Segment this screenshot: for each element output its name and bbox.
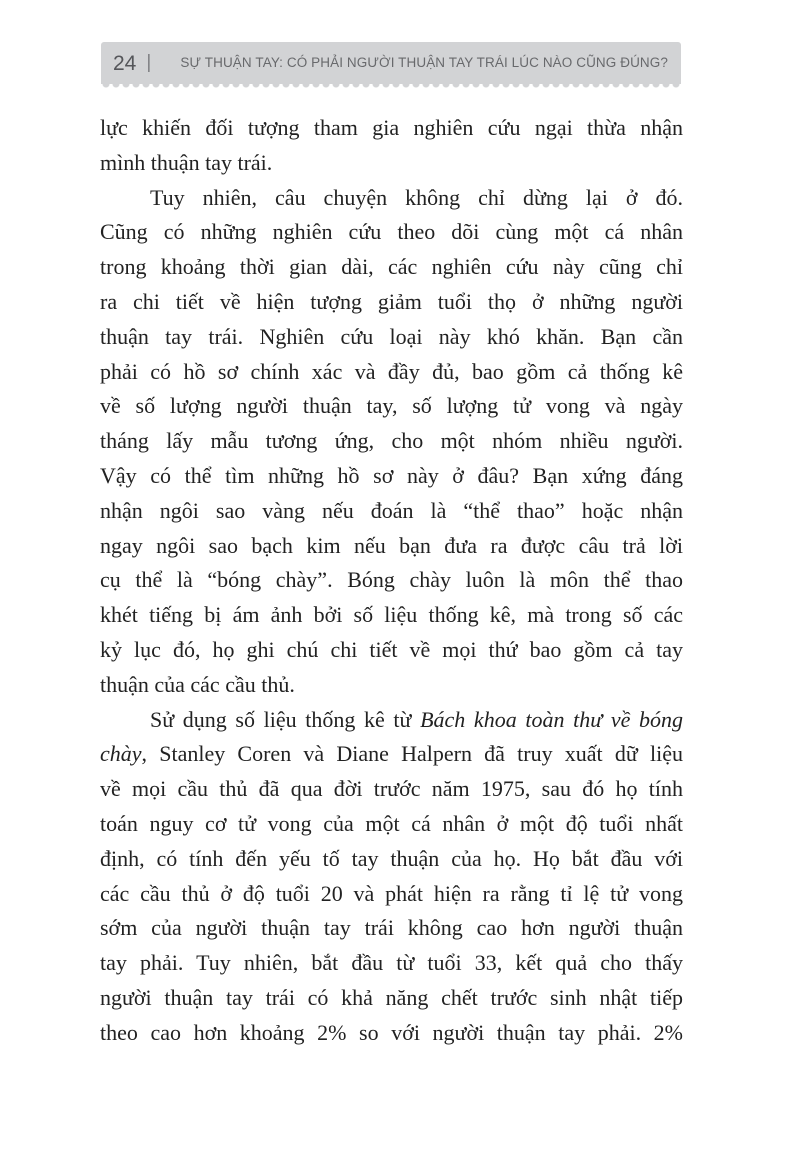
text-line: [100, 772, 683, 807]
header-divider: |: [146, 51, 152, 73]
italic-text-segment: chày: [100, 741, 142, 767]
text-segment: tay phải. Tuy nhiên, bắt đầu từ tuổi 33, kết quả cho thấy: [100, 950, 683, 976]
text-line: [100, 355, 683, 390]
text-line: [100, 598, 683, 633]
text-segment: trong khoảng thời gian dài, các nghiên cứu này cũng chỉ: [100, 254, 683, 280]
text-line: [100, 842, 683, 877]
text-line: [100, 1016, 683, 1051]
running-title: SỰ THUẬN TAY: CÓ PHẢI NGƯỜI THUẬN TAY TRÁI LÚC NÀO CŨNG ĐÚNG?: [180, 55, 668, 71]
text-line: [100, 911, 683, 946]
text-segment: ngay ngôi sao bạch kim nếu bạn đưa ra được câu trả lời: [100, 532, 683, 558]
text-segment: nhận ngôi sao vàng nếu đoán là “thể thao” hoặc nhận: [100, 497, 683, 523]
text-segment: phải có hồ sơ chính xác và đầy đủ, bao gồm cả thống kê: [100, 358, 683, 384]
text-line: [100, 389, 683, 424]
text-segment: các cầu thủ ở độ tuổi 20 và phát hiện ra rằng tỉ lệ tử vong: [100, 880, 683, 906]
text-line: [100, 494, 683, 529]
text-line: [100, 807, 683, 842]
text-segment: khét tiếng bị ám ảnh bởi số liệu thống kê, mà trong số các: [100, 602, 683, 628]
text-segment: lực khiến đối tượng tham gia nghiên cứu ngại thừa nhận: [100, 115, 683, 140]
text-segment: sớm của người thuận tay trái không cao hơn người thuận: [100, 915, 683, 941]
text-line: [100, 703, 683, 738]
text-line: [100, 563, 683, 598]
text-line: [100, 146, 683, 181]
text-segment: người thuận tay trái có khả năng chết trước sinh nhật tiếp: [100, 984, 683, 1010]
text-segment: cụ thể là “bóng chày”. Bóng chày luôn là môn thể thao: [100, 567, 683, 593]
text-line: [100, 737, 683, 772]
running-header-bar: [101, 42, 681, 84]
text-segment: về số lượng người thuận tay, số lượng tử vong và ngày: [100, 393, 683, 419]
text-line: [100, 877, 683, 912]
text-line: [100, 111, 683, 146]
text-line: [100, 320, 683, 355]
header-perforated-edge: [101, 84, 681, 90]
text-line: [100, 215, 683, 250]
text-segment: Sử dụng số liệu thống kê từ: [150, 706, 421, 732]
text-segment: thuận tay trái. Nghiên cứu loại này khó khăn. Bạn cần: [100, 323, 683, 349]
text-segment: tháng lấy mẫu tương ứng, cho một nhóm nhiều người.: [100, 428, 683, 454]
text-segment: kỷ lục đó, họ ghi chú chi tiết về mọi thứ bao gồm cả tay: [100, 636, 683, 662]
text-segment: , Stanley Coren và Diane Halpern đã truy xuất dữ liệu: [141, 741, 683, 767]
text-line: [100, 285, 683, 320]
text-line: [100, 529, 683, 564]
italic-text-segment: Bách khoa toàn thư về bóng: [420, 706, 683, 732]
text-segment: Tuy nhiên, câu chuyện không chỉ dừng lại ở đó.: [150, 184, 683, 210]
text-line: [100, 459, 683, 494]
text-segment: theo cao hơn khoảng 2% so với người thuận tay phải. 2%: [100, 1019, 683, 1045]
text-line: [100, 946, 683, 981]
text-line: [100, 250, 683, 285]
text-line: [100, 633, 683, 668]
text-segment: mình thuận tay trái.: [100, 149, 273, 175]
text-segment: ra chi tiết về hiện tượng giảm tuổi thọ ở những người: [100, 288, 683, 314]
text-line: [100, 424, 683, 459]
text-segment: thuận của các cầu thủ.: [100, 671, 295, 697]
text-line: [100, 181, 683, 216]
text-segment: về mọi cầu thủ đã qua đời trước năm 1975, sau đó họ tính: [100, 776, 683, 802]
text-segment: Vậy có thể tìm những hồ sơ này ở đâu? Bạn xứng đáng: [100, 462, 683, 488]
body-text: [100, 111, 683, 1051]
text-line: [100, 981, 683, 1016]
text-segment: toán nguy cơ tử vong của một cá nhân ở một độ tuổi nhất: [100, 810, 683, 836]
text-segment: định, có tính đến yếu tố tay thuận của họ. Họ bắt đầu với: [100, 845, 683, 871]
text-segment: Cũng có những nghiên cứu theo dõi cùng một cá nhân: [100, 219, 683, 245]
text-line: [100, 668, 683, 703]
page-number: 24: [113, 51, 137, 75]
